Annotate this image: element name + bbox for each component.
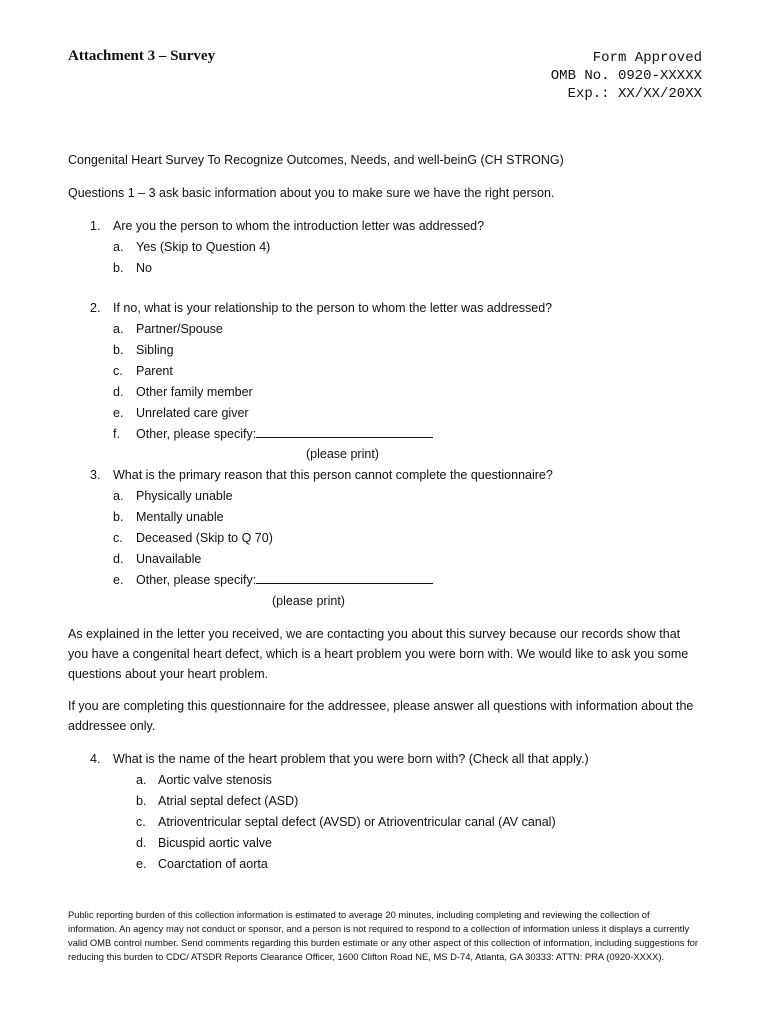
q3-option-letter-b: b. (113, 510, 124, 524)
q2-option-e[interactable]: Unrelated care giver (136, 406, 249, 420)
q3-option-b[interactable]: Mentally unable (136, 510, 224, 524)
q3-option-e-label: Other, please specify: (136, 573, 257, 587)
q3-option-e[interactable] (136, 570, 433, 590)
q4-option-b[interactable]: Atrial septal defect (ASD) (158, 794, 299, 808)
q1-question: Are you the person to whom the introduction letter was addressed? (113, 219, 485, 233)
q3-option-d[interactable]: Unavailable (136, 552, 202, 566)
explanation-paragraph: As explained in the letter you received, we are contacting you about this survey because our records show that you have a congenital heart defect, which is a heart problem you were born with. We would like to ask you some questions about your heart problem. (68, 627, 689, 681)
q3-number: 3. (90, 468, 101, 482)
q2-number: 2. (90, 301, 101, 315)
q4-option-letter-e: e. (136, 857, 147, 871)
omb-line-form-approved: Form Approved (592, 50, 702, 66)
q2-option-letter-e: e. (113, 406, 124, 420)
q1-option-letter-a: a. (113, 240, 124, 254)
q3-option-c[interactable]: Deceased (Skip to Q 70) (136, 531, 273, 545)
q3-question: What is the primary reason that this person cannot complete the questionnaire? (113, 468, 553, 482)
q4-option-e[interactable]: Coarctation of aorta (158, 857, 268, 871)
addressee-note-paragraph: If you are completing this questionnaire for the addressee, please answer all questions with information about the addressee only. (68, 699, 694, 733)
q2-option-f[interactable] (136, 424, 433, 444)
q2-option-b[interactable]: Sibling (136, 343, 174, 357)
q4-option-letter-d: d. (136, 836, 147, 850)
q2-option-letter-c: c. (113, 364, 123, 378)
q3-specify-line[interactable] (256, 571, 433, 584)
q4-option-d[interactable]: Bicuspid aortic valve (158, 836, 272, 850)
q3-option-letter-d: d. (113, 552, 124, 566)
q3-option-a[interactable]: Physically unable (136, 489, 233, 503)
q2-option-a[interactable]: Partner/Spouse (136, 322, 223, 336)
q2-specify-line[interactable] (256, 425, 433, 438)
q3-option-letter-a: a. (113, 489, 124, 503)
attachment-title: Attachment 3 – Survey (68, 48, 216, 64)
burden-statement-footer: Public reporting burden of this collection information is estimated to average 20 minutes, including completing and reviewing the collection of information. An agency may not conduct or sponsor, and a person is not required to respond to a collection of information unless it displays a currently valid OMB control number. Send comments regarding this burden estimate or any other aspect of this collection of information, including suggestions for reducing this burden to CDC/ ATSDR Reports Clearance Officer, 1600 Clifton Road NE, MS D-74, Atlanta, GA 30333: ATTN: PRA (0920-XXXX). (68, 909, 699, 962)
q2-option-letter-f: f. (113, 427, 120, 441)
q4-option-letter-a: a. (136, 773, 147, 787)
q1-option-a[interactable]: Yes (Skip to Question 4) (136, 240, 271, 254)
q3-option-letter-c: c. (113, 531, 123, 545)
omb-line-expiration: Exp.: XX/XX/20XX (567, 86, 702, 102)
q2-question: If no, what is your relationship to the person to whom the letter was addressed? (113, 301, 553, 315)
q4-option-letter-b: b. (136, 794, 147, 808)
q2-option-letter-d: d. (113, 385, 124, 399)
q4-number: 4. (90, 752, 101, 766)
q4-question: What is the name of the heart problem that you were born with? (Check all that apply.) (113, 752, 589, 766)
q3-print-note: (please print) (272, 594, 345, 608)
q3-option-letter-e: e. (113, 573, 124, 587)
intro-text: Questions 1 – 3 ask basic information about you to make sure we have the right person. (68, 186, 555, 200)
q4-option-c[interactable]: Atrioventricular septal defect (AVSD) or Atrioventricular canal (AV canal) (158, 815, 556, 829)
survey-title: Congenital Heart Survey To Recognize Outcomes, Needs, and well-beinG (CH STRONG) (68, 153, 564, 167)
q2-option-f-label: Other, please specify: (136, 427, 257, 441)
q4-option-letter-c: c. (136, 815, 146, 829)
omb-approval-block (551, 49, 702, 103)
q2-option-d[interactable]: Other family member (136, 385, 253, 399)
q2-option-c[interactable]: Parent (136, 364, 173, 378)
q1-option-b[interactable]: No (136, 261, 152, 275)
q2-print-note: (please print) (306, 447, 379, 461)
q2-option-letter-a: a. (113, 322, 124, 336)
q4-option-a[interactable]: Aortic valve stenosis (158, 773, 272, 787)
omb-line-number: OMB No. 0920-XXXXX (550, 68, 702, 84)
q1-number: 1. (90, 219, 101, 233)
q1-option-letter-b: b. (113, 261, 124, 275)
q2-option-letter-b: b. (113, 343, 124, 357)
